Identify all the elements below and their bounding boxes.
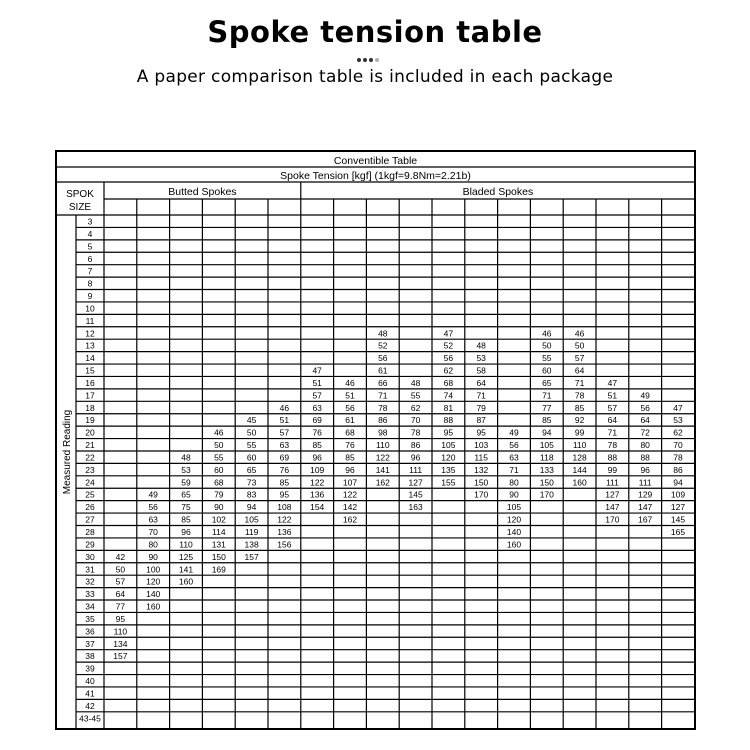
tension-value: 95	[443, 427, 454, 438]
size-header-line2: SIZE	[68, 202, 92, 213]
tension-value: 56	[345, 402, 355, 413]
reading-label: 7	[87, 266, 93, 277]
tension-value: 95	[279, 489, 290, 500]
reading-label: 13	[85, 340, 95, 351]
tension-value: 64	[476, 377, 486, 388]
tension-value: 49	[148, 489, 158, 500]
tension-value: 115	[474, 452, 488, 463]
tension-value: 80	[640, 440, 650, 451]
tension-value: 60	[246, 452, 257, 463]
tension-value: 160	[572, 477, 587, 488]
tension-value: 57	[279, 427, 290, 438]
tension-value: 155	[441, 477, 456, 488]
reading-label: 19	[85, 415, 95, 426]
reading-label: 6	[87, 253, 93, 264]
tension-value: 128	[572, 452, 587, 463]
tension-value: 74	[443, 390, 454, 401]
tension-value: 132	[474, 464, 489, 475]
page-subtitle: A paper comparison table is included in each package	[136, 67, 614, 87]
tension-value: 53	[673, 415, 683, 426]
reading-label: 24	[85, 477, 95, 488]
tension-value: 88	[640, 452, 650, 463]
tension-value: 48	[181, 452, 191, 463]
tension-value: 85	[345, 452, 355, 463]
tension-value: 55	[246, 440, 257, 451]
page-title: Spoke tension table	[207, 15, 543, 49]
tension-value: 63	[312, 402, 322, 413]
tension-value: 109	[310, 464, 325, 475]
tension-value: 120	[441, 452, 456, 463]
tension-value: 51	[607, 390, 618, 401]
tension-value: 95	[115, 613, 126, 624]
tension-value: 78	[378, 402, 388, 413]
tension-value: 170	[605, 514, 620, 525]
tension-value: 127	[670, 502, 686, 513]
tension-value: 46	[214, 427, 224, 438]
tension-value: 85	[542, 415, 552, 426]
reading-label: 4	[87, 228, 93, 239]
reading-label: 27	[85, 514, 95, 525]
tension-value: 70	[673, 440, 683, 451]
tension-value: 69	[279, 452, 290, 463]
tension-value: 65	[542, 377, 552, 388]
tension-value: 140	[506, 527, 522, 537]
reading-label: 18	[85, 402, 95, 413]
tension-value: 64	[574, 365, 585, 376]
tension-value: 133	[539, 464, 554, 475]
tension-value: 51	[312, 377, 322, 388]
tension-value: 141	[178, 564, 194, 575]
tension-value: 122	[277, 514, 292, 525]
tension-value: 122	[342, 489, 358, 500]
tension-value: 110	[113, 626, 128, 637]
tension-value: 69	[312, 415, 322, 426]
tension-value: 79	[214, 489, 224, 500]
tension-value: 85	[312, 440, 322, 451]
tension-value: 60	[214, 464, 224, 475]
tension-value: 127	[605, 489, 620, 500]
tension-value: 136	[310, 489, 325, 500]
tension-value: 122	[310, 477, 325, 488]
tension-value: 145	[670, 514, 686, 525]
reading-label: 3	[87, 216, 93, 227]
tension-value: 107	[342, 477, 358, 488]
tension-value: 165	[670, 527, 686, 537]
tension-value: 52	[378, 340, 388, 351]
tension-value: 150	[211, 551, 226, 562]
tension-value: 85	[181, 514, 191, 525]
tension-value: 68	[214, 477, 224, 488]
table-subtitle: Spoke Tension [kgf] (1kgf=9.8Nm=2.21b)	[280, 170, 471, 182]
reading-label: 33	[85, 589, 95, 600]
tension-value: 122	[375, 452, 390, 463]
tension-value: 63	[148, 514, 158, 525]
tension-value: 61	[378, 365, 388, 376]
tension-value: 100	[146, 564, 161, 575]
tension-value: 64	[640, 415, 650, 426]
tension-value: 75	[181, 502, 191, 513]
tension-value: 163	[408, 502, 423, 513]
tension-value: 150	[539, 477, 554, 488]
reading-label: 22	[85, 452, 95, 463]
tension-value: 86	[378, 415, 388, 426]
reading-label: 15	[85, 365, 95, 376]
tension-value: 105	[441, 440, 456, 451]
tension-value: 65	[181, 489, 191, 500]
tension-value: 145	[408, 489, 423, 500]
tension-value: 96	[345, 464, 355, 475]
tension-value: 167	[638, 514, 653, 525]
reading-label: 5	[87, 241, 93, 252]
tension-value: 51	[279, 415, 290, 426]
tension-value: 61	[345, 415, 355, 426]
tension-value: 51	[345, 390, 355, 401]
reading-label: 35	[85, 613, 95, 624]
tension-value: 49	[509, 427, 519, 438]
tension-value: 156	[277, 539, 292, 550]
tension-value: 88	[443, 415, 454, 426]
tension-value: 78	[574, 390, 585, 401]
tension-value: 147	[638, 502, 653, 513]
tension-value: 129	[638, 489, 653, 500]
tension-value: 46	[345, 377, 355, 388]
tension-value: 154	[310, 502, 325, 513]
reading-label: 29	[85, 539, 95, 550]
tension-value: 134	[113, 638, 128, 649]
reading-label: 31	[85, 564, 95, 575]
tension-value: 162	[375, 477, 390, 488]
tension-value: 56	[509, 440, 519, 451]
tension-value: 96	[181, 527, 191, 537]
tension-value: 125	[178, 551, 194, 562]
tension-value: 96	[312, 452, 322, 463]
tension-value: 53	[476, 353, 486, 364]
tension-value: 71	[476, 390, 486, 401]
tension-value: 86	[673, 464, 683, 475]
tension-value: 103	[474, 440, 489, 451]
tension-value: 144	[572, 464, 587, 475]
reading-label: 17	[85, 390, 95, 401]
tension-value: 64	[607, 415, 618, 426]
tension-value: 50	[115, 564, 126, 575]
tension-value: 71	[574, 377, 585, 388]
tension-value: 94	[246, 502, 257, 513]
tension-value: 157	[244, 551, 259, 562]
tension-value: 56	[378, 353, 388, 364]
tension-value: 78	[607, 440, 618, 451]
tension-value: 72	[640, 427, 650, 438]
reading-label: 32	[85, 576, 95, 587]
reading-label: 37	[85, 638, 95, 649]
size-header-line1: SPOK	[66, 189, 94, 200]
tension-value: 131	[211, 539, 226, 550]
tension-value: 70	[148, 527, 158, 537]
tension-value: 55	[410, 390, 421, 401]
tension-value: 71	[542, 390, 552, 401]
tension-value: 59	[181, 477, 191, 488]
reading-label: 10	[85, 303, 95, 314]
tension-value: 46	[574, 328, 585, 339]
tension-value: 138	[244, 539, 259, 550]
tension-value: 46	[279, 402, 290, 413]
reading-label: 34	[85, 601, 95, 612]
tension-value: 71	[509, 464, 519, 475]
tension-value: 160	[506, 539, 522, 550]
tension-value: 80	[509, 477, 519, 488]
tension-value: 47	[673, 402, 683, 413]
tension-value: 169	[211, 564, 226, 575]
tension-value: 160	[146, 601, 161, 612]
tension-value: 79	[476, 402, 486, 413]
tension-value: 147	[605, 502, 620, 513]
tension-value: 85	[279, 477, 290, 488]
tension-value: 119	[244, 527, 259, 537]
reading-label: 36	[85, 626, 95, 637]
tension-value: 73	[246, 477, 257, 488]
tension-value: 55	[214, 452, 224, 463]
reading-label: 16	[85, 377, 95, 388]
tension-value: 105	[506, 502, 522, 513]
tension-value: 160	[178, 576, 194, 587]
tension-value: 94	[542, 427, 552, 438]
tension-value: 46	[542, 328, 552, 339]
reading-label: 30	[85, 551, 95, 562]
reading-label: 43-45	[79, 713, 101, 724]
table-title: Conventible Table	[333, 155, 418, 167]
tension-value: 62	[673, 427, 683, 438]
tension-value: 57	[115, 576, 126, 587]
reading-label: 28	[85, 527, 95, 537]
tension-value: 94	[673, 477, 683, 488]
reading-label: 8	[87, 278, 93, 289]
tension-value: 108	[277, 502, 292, 513]
tension-value: 49	[640, 390, 650, 401]
reading-label: 11	[85, 315, 95, 326]
reading-label: 23	[85, 464, 95, 475]
tension-value: 127	[408, 477, 423, 488]
tension-value: 135	[441, 464, 456, 475]
reading-label: 14	[85, 353, 95, 364]
tension-value: 120	[146, 576, 161, 587]
tension-value: 56	[443, 353, 454, 364]
tension-value: 88	[607, 452, 618, 463]
tension-value: 76	[345, 440, 355, 451]
tension-value: 120	[506, 514, 522, 525]
tension-value: 170	[539, 489, 554, 500]
tension-value: 58	[476, 365, 486, 376]
tension-value: 114	[212, 527, 226, 537]
tension-value: 96	[640, 464, 650, 475]
group-bladed-label: Bladed Spokes	[462, 186, 534, 198]
tension-value: 76	[312, 427, 322, 438]
tension-value: 42	[115, 551, 126, 562]
tension-value: 99	[607, 464, 618, 475]
tension-value: 55	[542, 353, 552, 364]
tension-value: 140	[146, 589, 161, 600]
tension-value: 162	[342, 514, 358, 525]
tension-value: 105	[539, 440, 554, 451]
tension-value: 63	[279, 440, 290, 451]
tension-value: 111	[605, 477, 619, 488]
reading-label: 25	[85, 489, 95, 500]
reading-label: 42	[85, 700, 95, 711]
tension-value: 63	[509, 452, 519, 463]
tension-value: 56	[640, 402, 650, 413]
tension-value: 92	[574, 415, 585, 426]
tension-value: 111	[638, 477, 652, 488]
tension-value: 50	[246, 427, 257, 438]
tension-value: 81	[443, 402, 454, 413]
tension-value: 52	[443, 340, 454, 351]
tension-value: 70	[410, 415, 421, 426]
tension-value: 47	[312, 365, 322, 376]
tension-value: 57	[574, 353, 585, 364]
tension-value: 136	[277, 527, 292, 537]
group-butted-label: Butted Spokes	[168, 186, 237, 198]
tension-value: 45	[246, 415, 257, 426]
tension-value: 53	[181, 464, 191, 475]
tension-value: 80	[148, 539, 158, 550]
tension-value: 87	[476, 415, 486, 426]
tension-value: 99	[574, 427, 585, 438]
tension-value: 109	[670, 489, 686, 500]
tension-value: 50	[542, 340, 552, 351]
reading-label: 38	[85, 651, 95, 662]
reading-label: 21	[85, 440, 95, 451]
tension-value: 48	[410, 377, 421, 388]
tension-value: 102	[211, 514, 226, 525]
reading-label: 40	[85, 676, 95, 687]
tension-value: 68	[345, 427, 355, 438]
tension-value: 62	[443, 365, 454, 376]
tension-value: 157	[113, 651, 128, 662]
tension-value: 98	[378, 427, 388, 438]
tension-value: 86	[410, 440, 421, 451]
tension-value: 110	[572, 440, 587, 451]
tension-value: 56	[148, 502, 158, 513]
tension-value: 96	[410, 452, 421, 463]
tension-value: 57	[312, 390, 322, 401]
tension-value: 141	[375, 464, 390, 475]
tension-value: 48	[378, 328, 388, 339]
tension-value: 76	[279, 464, 290, 475]
reading-label: 9	[87, 291, 93, 302]
reading-label: 39	[85, 663, 95, 674]
reading-label: 12	[85, 328, 95, 339]
tension-value: 95	[476, 427, 486, 438]
tension-value: 47	[607, 377, 618, 388]
tension-value: 48	[476, 340, 486, 351]
tension-value: 64	[115, 589, 126, 600]
tension-value: 111	[409, 464, 423, 475]
tension-value: 65	[246, 464, 257, 475]
tension-value: 66	[378, 377, 388, 388]
tension-value: 77	[115, 601, 126, 612]
tension-value: 118	[540, 452, 554, 463]
tension-value: 57	[607, 402, 618, 413]
tension-value: 78	[673, 452, 683, 463]
tension-value: 83	[246, 489, 257, 500]
side-label: Measured Reading	[62, 409, 73, 495]
tension-value: 110	[179, 539, 193, 550]
tension-value: 71	[378, 390, 388, 401]
tension-value: 170	[474, 489, 489, 500]
tension-value: 105	[244, 514, 259, 525]
tension-value: 47	[443, 328, 454, 339]
tension-value: 90	[509, 489, 519, 500]
tension-value: 90	[148, 551, 158, 562]
tension-value: 62	[410, 402, 421, 413]
tension-value: 142	[342, 502, 358, 513]
tension-value: 85	[574, 402, 585, 413]
tension-value: 90	[214, 502, 224, 513]
tension-value: 71	[607, 427, 618, 438]
tension-value: 150	[474, 477, 489, 488]
reading-label: 41	[85, 688, 95, 699]
tension-value: 50	[574, 340, 585, 351]
tension-value: 110	[376, 440, 390, 451]
tension-value: 50	[214, 440, 224, 451]
tension-value: 77	[542, 402, 552, 413]
tension-value: 68	[443, 377, 454, 388]
reading-label: 26	[85, 502, 95, 513]
tension-value: 60	[542, 365, 552, 376]
tension-value: 78	[410, 427, 421, 438]
reading-label: 20	[85, 427, 95, 438]
